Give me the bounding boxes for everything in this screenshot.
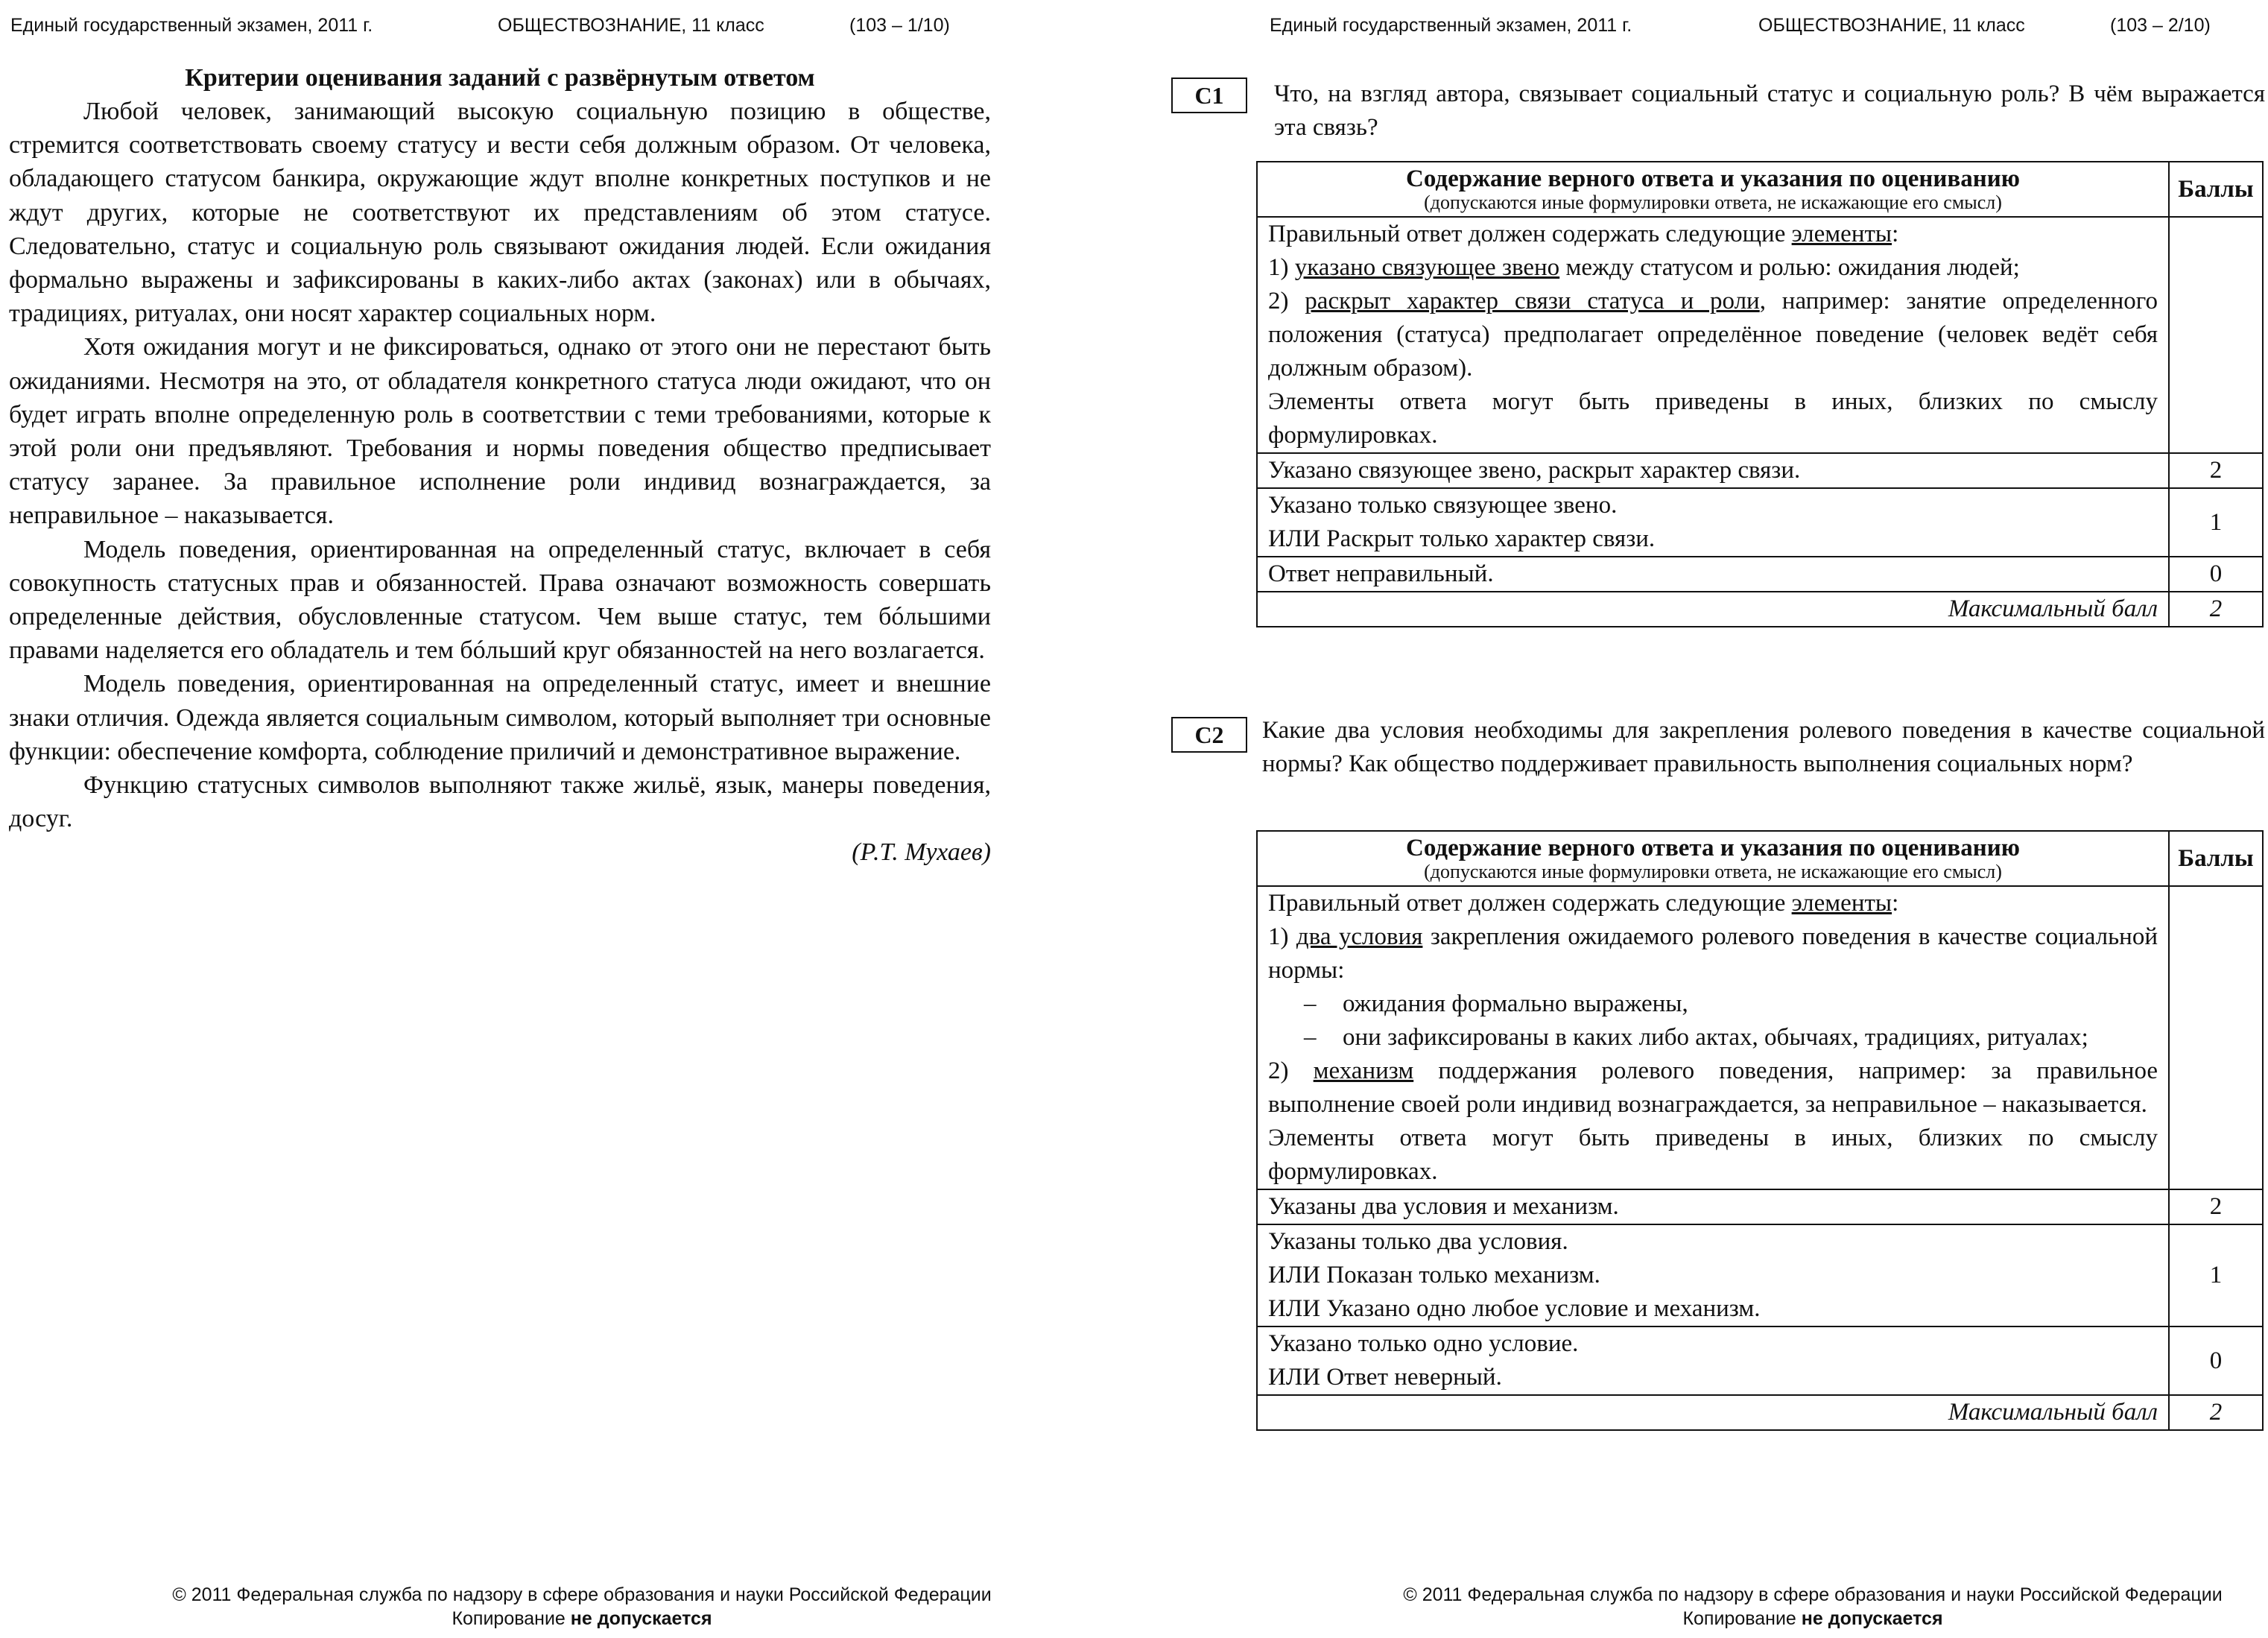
header-subject: ОБЩЕСТВОЗНАНИЕ, 11 класс [1758, 15, 2025, 36]
intro-underlined: элементы [1791, 890, 1892, 917]
points-value: 2 [2169, 1189, 2263, 1224]
criterion-line: ИЛИ Указано одно любое условие и механизм. [1268, 1295, 1761, 1322]
question-c2: Какие два условия необходимы для закрепления ролевого поведения в качестве социальной нормы? Как общество поддерживает правильность выполнения социальных норм? [1262, 717, 2265, 777]
max-score-label: Максимальный балл [1257, 592, 2169, 627]
element-text: поддержания ролевого поведения, например: за правильное выполнение своей роли индивид вознаграждается, за неправильное – наказывается. [1268, 1057, 2158, 1118]
max-score-value: 2 [2169, 1395, 2263, 1430]
answer-content [1257, 217, 2169, 453]
table-header-row [1257, 162, 2263, 217]
element-number: 1) [1268, 254, 1295, 281]
answer-element-2 [1268, 285, 2158, 385]
points-empty [2169, 217, 2263, 453]
criterion-text [1257, 557, 2169, 592]
criterion-text [1257, 1189, 2169, 1224]
footer-copyright: © 2011 Федеральная служба по надзору в сфере образования и науки Российской Федерации [172, 1584, 992, 1605]
element-number: 2) [1268, 288, 1305, 314]
criterion-text [1257, 488, 2169, 557]
element-underlined: раскрыт характер связи статуса и роли [1305, 288, 1760, 314]
criterion-line: ИЛИ Раскрыт только характер связи. [1268, 525, 1656, 552]
table-header-subtitle: (допускаются иные формулировки ответа, не искажающие его смысл) [1424, 192, 2002, 213]
task-label-c1: С1 [1171, 78, 1247, 113]
intro-colon: : [1892, 890, 1899, 917]
points-empty [2169, 886, 2263, 1189]
paragraph: Любой человек, занимающий высокую социальную позицию в обществе, стремится соответствовать своему статусу и вести себя должным образом. От человека, обладающего статусом банкира, окружающие ждут вполне конкретных поступков и не ждут других, которые не соответствуют их представлениям об этом статусе. Следовательно, статус и социальную роль связывают ожидания людей. Если ожидания формально выражены и зафиксированы в каких-либо актах (законах) или в обычаях, традициях, ритуалах, они носят характер социальных норм. [9, 98, 991, 328]
paragraph: Хотя ожидания могут и не фиксироваться, однако от этого они не перестают быть ожиданиями. Несмотря на это, от обладателя конкретного статуса люди ожидают, что он будет играть вполне определенную роль в соответствии с теми требованиями, которые к этой роли они предъявляют. Требования и нормы поведения общество предписывает статусу заранее. За правильное исполнение роли индивид вознаграждается, за неправильное – наказывается. [9, 333, 991, 530]
criterion-line: ИЛИ Показан только механизм. [1268, 1262, 1600, 1288]
element-underlined: механизм [1313, 1057, 1414, 1084]
max-score-label: Максимальный балл [1257, 1395, 2169, 1430]
criterion-line: Ответ неправильный. [1268, 560, 1494, 587]
header-page-number: (103 – 2/10) [2110, 15, 2211, 36]
intro-colon: : [1892, 221, 1899, 247]
criterion-text [1257, 1224, 2169, 1326]
table-header-points: Баллы [2169, 162, 2263, 217]
table-row [1257, 1189, 2263, 1224]
element-text: между статусом и ролью: ожидания людей; [1559, 254, 2020, 281]
intro-text: Правильный ответ должен содержать следующие [1268, 890, 1792, 917]
answer-element-1 [1268, 251, 2158, 285]
answer-element-1 [1268, 920, 2158, 987]
conditions-list [1268, 987, 2158, 1054]
points-value: 2 [2169, 453, 2263, 488]
header-page-number: (103 – 1/10) [849, 15, 950, 36]
table-header-title: Содержание верного ответа и указания по оцениванию [1406, 835, 2020, 861]
copy-bold: не допускается [1801, 1608, 1943, 1629]
source-text [9, 61, 991, 870]
paragraph: Модель поведения, ориентированная на определенный статус, включает в себя совокупность статусных прав и обязанностей. Права означают возможность совершать определенные действия, обусловленные статусом. Чем выше статус, тем бóльшими правами наделяется его обладатель и тем бóльший круг обязанностей на него возлагается. [9, 535, 991, 665]
table-header-title: Содержание верного ответа и указания по оцениванию [1406, 165, 2020, 192]
table-row-answer [1257, 886, 2263, 1189]
table-row [1257, 1326, 2263, 1395]
answer-content [1257, 886, 2169, 1189]
answer-intro [1268, 887, 2158, 920]
element-number: 2) [1268, 1057, 1314, 1084]
criterion-text [1257, 453, 2169, 488]
answer-element-2 [1268, 1054, 2158, 1122]
intro-text: Правильный ответ должен содержать следующие [1268, 221, 1792, 247]
element-text: закрепления ожидаемого ролевого поведения в качестве социальной нормы: [1268, 923, 2158, 984]
footer [0, 1583, 1134, 1631]
footer-copy-notice [30, 1607, 1134, 1631]
element-underlined: два условия [1296, 923, 1423, 950]
points-value: 0 [2169, 1326, 2263, 1395]
table-row [1257, 453, 2263, 488]
criteria-table-c1 [1256, 161, 2264, 627]
paragraph: Модель поведения, ориентированная на определенный статус, имеет и внешние знаки отличия. Одежда является социальным символом, который выполняет три основные функции: обеспечение комфорта, соблюдение приличий и демонстративное выражение. [9, 670, 991, 765]
footer [1134, 1583, 2268, 1631]
right-page [1134, 0, 2268, 1638]
points-value: 0 [2169, 557, 2263, 592]
question-c1: Что, на взгляд автора, связывает социальный статус и социальную роль? В чём выражается эта связь? [1274, 80, 2265, 141]
table-header-points: Баллы [2169, 831, 2263, 886]
paragraph: Функцию статусных символов выполняют также жильё, язык, манеры поведения, досуг. [9, 771, 991, 833]
copy-bold: не допускается [570, 1608, 712, 1629]
page-title: Критерии оценивания заданий с развёрнутым ответом [185, 64, 815, 92]
max-score-value: 2 [2169, 592, 2263, 627]
table-row-max [1257, 592, 2263, 627]
answer-note: Элементы ответа могут быть приведены в иных, близких по смыслу формулировках. [1268, 388, 2158, 449]
criterion-line: Указано только одно условие. [1268, 1330, 1579, 1357]
criterion-line: Указаны два условия и механизм. [1268, 1193, 1619, 1220]
header-exam: Единый государственный экзамен, 2011 г. [1270, 15, 1632, 36]
copy-prefix: Копирование [452, 1608, 566, 1629]
copy-prefix: Копирование [1682, 1608, 1796, 1629]
table-header-content [1257, 831, 2169, 886]
list-item: – ожидания формально выражены, [1304, 987, 2158, 1021]
criterion-text [1257, 1326, 2169, 1395]
list-item: – они зафиксированы в каких либо актах, обычаях, традициях, ритуалах; [1304, 1021, 2158, 1054]
element-number: 1) [1268, 923, 1296, 950]
header-exam: Единый государственный экзамен, 2011 г. [10, 15, 373, 36]
criterion-line: ИЛИ Ответ неверный. [1268, 1364, 1502, 1391]
element-text: , например: занятие определенного положения (статуса) предполагает определённое поведение (человек ведёт себя должным образом). [1268, 288, 2158, 382]
element-underlined: указано связующее звено [1294, 254, 1560, 281]
table-row [1257, 1224, 2263, 1326]
footer-copyright: © 2011 Федеральная служба по надзору в сфере образования и науки Российской Федерации [1403, 1584, 2223, 1605]
task-label-c2: С2 [1171, 717, 1247, 753]
table-row [1257, 557, 2263, 592]
header-subject: ОБЩЕСТВОЗНАНИЕ, 11 класс [498, 15, 764, 36]
footer-copy-notice [1358, 1607, 2268, 1631]
table-header-subtitle: (допускаются иные формулировки ответа, не искажающие его смысл) [1424, 861, 2002, 882]
criterion-line: Указано только связующее звено. [1268, 492, 1618, 519]
criterion-line: Указано связующее звено, раскрыт характер связи. [1268, 457, 1801, 484]
table-row-answer [1257, 217, 2263, 453]
criterion-line: Указаны только два условия. [1268, 1228, 1568, 1255]
table-row-max [1257, 1395, 2263, 1430]
table-header-row [1257, 831, 2263, 886]
answer-note: Элементы ответа могут быть приведены в иных, близких по смыслу формулировках. [1268, 1125, 2158, 1185]
points-value: 1 [2169, 488, 2263, 557]
intro-underlined: элементы [1791, 221, 1892, 247]
answer-intro [1268, 218, 2158, 251]
points-value: 1 [2169, 1224, 2263, 1326]
author: (Р.Т. Мухаев) [852, 838, 991, 867]
table-header-content [1257, 162, 2169, 217]
table-row [1257, 488, 2263, 557]
criteria-table-c2 [1256, 830, 2264, 1431]
